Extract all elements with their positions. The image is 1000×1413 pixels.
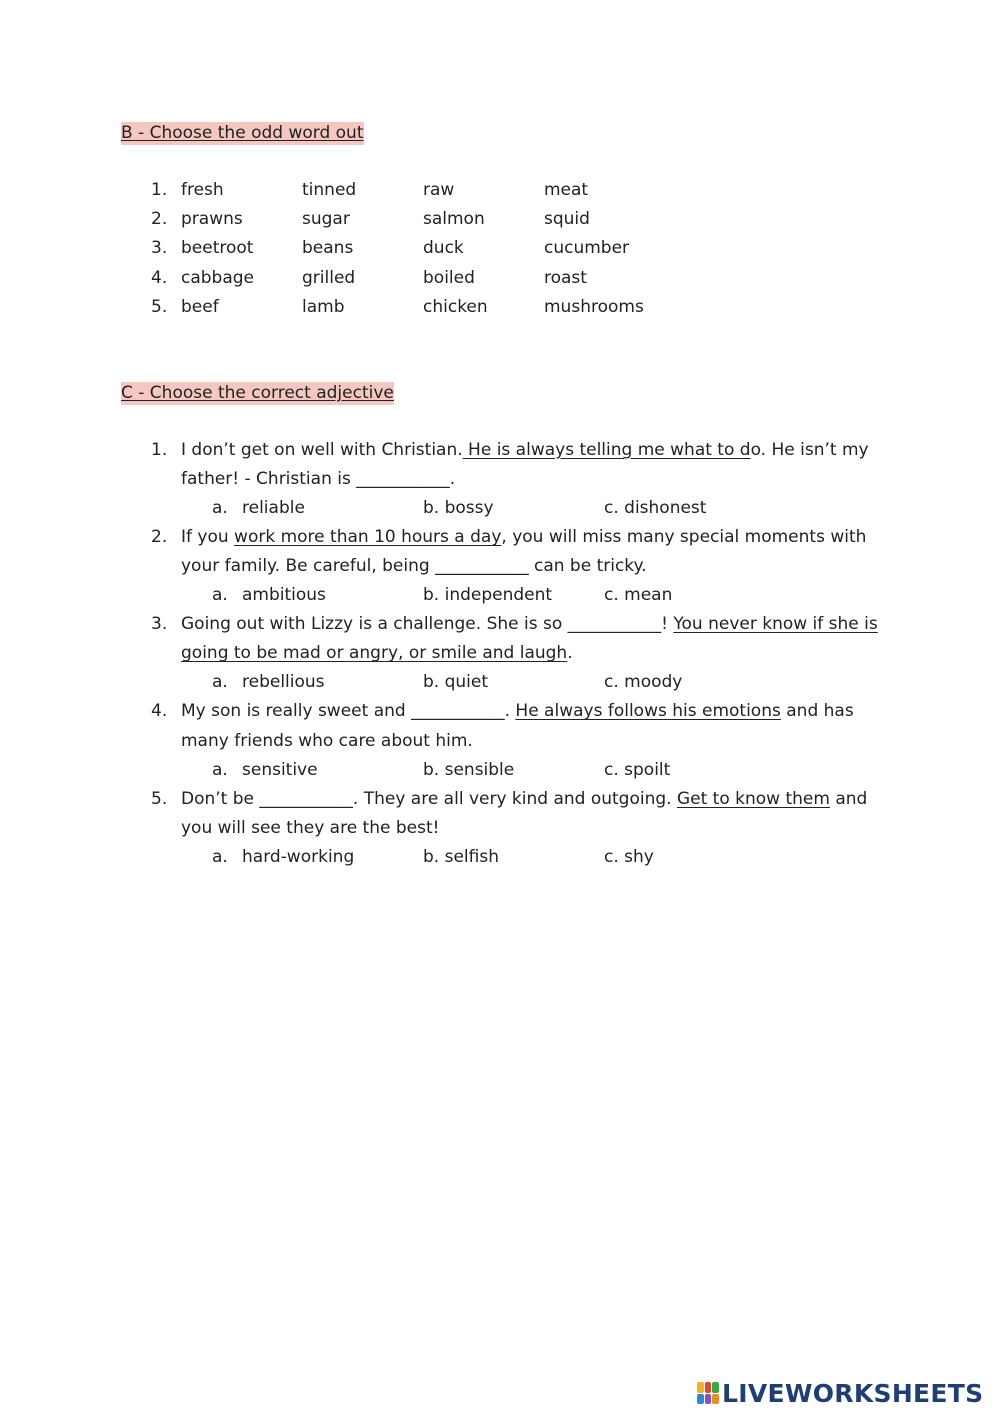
question-text: If you — [181, 527, 235, 548]
question-text: . — [567, 643, 573, 664]
word-option[interactable]: duck — [423, 238, 464, 259]
word-option[interactable]: salmon — [423, 209, 485, 230]
answer-options-row — [0, 494, 1000, 523]
word-option[interactable]: fresh — [181, 180, 224, 200]
option-a-letter: a. — [212, 759, 228, 780]
answer-options-row — [0, 843, 1000, 872]
odd-word-row — [0, 234, 1000, 263]
question-text: Don’t be ___________. They are all very kind and outgoing. — [181, 788, 677, 809]
option-c[interactable]: c. spoilt — [604, 759, 671, 780]
option-c[interactable]: c. shy — [604, 846, 654, 867]
question-text: Going out with Lizzy is a challenge. She is so ___________! — [181, 614, 674, 635]
question-text: and — [829, 788, 868, 809]
question-text: you will see they are the best! — [181, 817, 440, 838]
word-option[interactable]: raw — [423, 180, 455, 200]
underlined-phrase: going to be mad or angry, or smile and laugh — [181, 643, 568, 664]
word-option[interactable]: lamb — [302, 296, 345, 317]
word-option[interactable]: mushrooms — [544, 296, 644, 317]
option-a-letter: a. — [212, 498, 228, 519]
liveworksheets-logo — [697, 1378, 983, 1408]
word-option[interactable]: boiled — [423, 267, 475, 288]
option-a-letter: a. — [212, 846, 228, 867]
word-option[interactable]: cucumber — [544, 238, 630, 259]
question-text: My son is really sweet and ___________. — [181, 701, 516, 722]
underlined-phrase: Get to know them — [676, 788, 830, 809]
word-option[interactable]: roast — [544, 267, 587, 288]
logo-square — [697, 1382, 704, 1393]
logo-text: LIVEWORKSHEETS — [722, 1378, 984, 1408]
item-number: 5. — [151, 296, 168, 317]
item-number: 2. — [151, 209, 168, 230]
question-text-line — [181, 610, 878, 639]
word-option[interactable]: tinned — [302, 180, 357, 200]
question-text: I don’t get on well with Christian. — [181, 440, 463, 460]
word-option[interactable]: grilled — [302, 267, 356, 288]
question-text: many friends who care about him. — [181, 730, 473, 751]
option-c[interactable]: c. mean — [604, 585, 673, 606]
item-number: 4. — [151, 267, 168, 288]
word-option[interactable]: beans — [302, 238, 354, 259]
option-c[interactable]: c. moody — [604, 672, 683, 693]
question-text-line — [181, 639, 573, 668]
option-b[interactable]: b. bossy — [423, 498, 494, 519]
question-text: father! - Christian is ___________. — [181, 469, 456, 490]
answer-options-row — [0, 581, 1000, 610]
liveworksheets-logo-icon — [697, 1382, 719, 1404]
option-a[interactable]: reliable — [242, 498, 305, 519]
question-text-line — [181, 727, 473, 756]
question-number: 4. — [151, 701, 168, 722]
item-number: 1. — [151, 180, 168, 200]
question-number: 2. — [151, 527, 168, 548]
underlined-phrase: work more than 10 hours a day — [234, 527, 502, 548]
question-text-line — [181, 552, 647, 581]
question-text-line — [181, 697, 854, 726]
word-option[interactable]: chicken — [423, 296, 488, 317]
question-text-line — [181, 523, 866, 552]
logo-square — [705, 1382, 712, 1393]
question-text: your family. Be careful, being ___________ can be tricky. — [181, 556, 647, 577]
word-option[interactable]: beef — [181, 296, 219, 317]
odd-word-row — [0, 293, 1000, 322]
option-b[interactable]: b. selfish — [423, 846, 499, 867]
option-a-letter: a. — [212, 585, 228, 606]
underlined-phrase: He always follows his emotions — [515, 701, 781, 722]
question-text-line — [181, 436, 869, 465]
odd-word-row — [0, 264, 1000, 293]
option-b[interactable]: b. quiet — [423, 672, 489, 693]
question-text-line — [181, 785, 867, 814]
option-a[interactable]: rebellious — [242, 672, 325, 693]
answer-options-row — [0, 668, 1000, 697]
word-option[interactable]: prawns — [181, 209, 243, 230]
item-number: 3. — [151, 238, 168, 259]
option-a[interactable]: hard-working — [242, 846, 355, 867]
word-option[interactable]: cabbage — [181, 267, 255, 288]
question-text: and has — [780, 701, 854, 722]
question-text: o. He isn’t my — [750, 440, 869, 460]
section-b-title: B - Choose the odd word out — [121, 123, 364, 143]
section-c-title: C - Choose the correct adjective — [121, 383, 394, 403]
option-a-letter: a. — [212, 672, 228, 693]
option-b[interactable]: b. sensible — [423, 759, 515, 780]
word-option[interactable]: sugar — [302, 209, 350, 230]
answer-options-row — [0, 756, 1000, 785]
word-option[interactable]: squid — [544, 209, 590, 230]
odd-word-row — [0, 205, 1000, 234]
option-c[interactable]: c. dishonest — [604, 498, 707, 519]
word-option[interactable]: meat — [544, 180, 589, 200]
question-number: 1. — [151, 440, 168, 460]
logo-square — [705, 1394, 712, 1405]
question-text-line — [181, 465, 455, 494]
question-number: 3. — [151, 614, 168, 635]
odd-word-row — [0, 176, 1000, 205]
question-text-line — [181, 814, 439, 843]
question-text: , you will miss many special moments with — [501, 527, 867, 548]
word-option[interactable]: beetroot — [181, 238, 254, 259]
logo-square — [697, 1394, 704, 1405]
option-a[interactable]: sensitive — [242, 759, 318, 780]
logo-square — [712, 1394, 719, 1405]
option-a[interactable]: ambitious — [242, 585, 326, 606]
logo-square — [712, 1382, 719, 1393]
question-number: 5. — [151, 788, 168, 809]
underlined-phrase: You never know if she is — [673, 614, 878, 635]
underlined-phrase: He is always telling me what to d — [462, 440, 751, 460]
option-b[interactable]: b. independent — [423, 585, 553, 606]
